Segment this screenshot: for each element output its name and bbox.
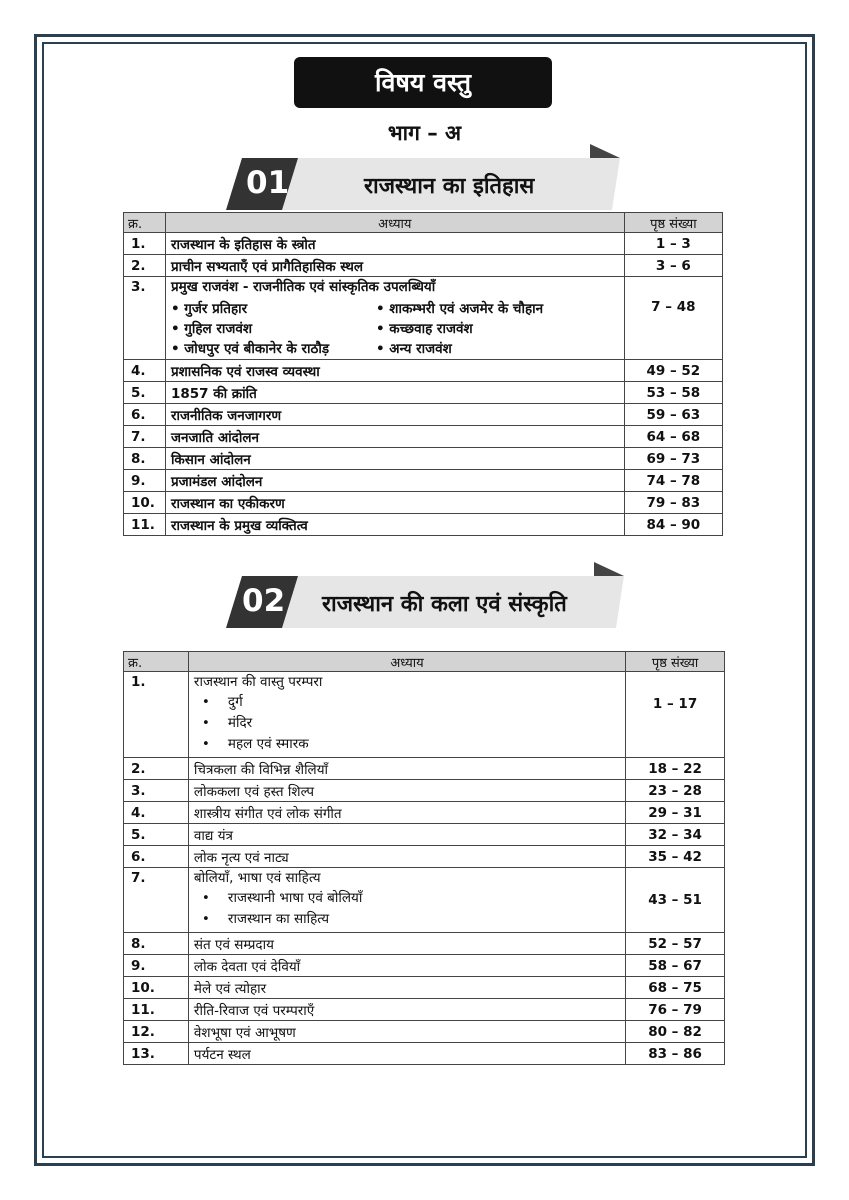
table-row (124, 404, 723, 426)
row-title: राजस्थान की वास्तु परम्परा (193, 674, 323, 690)
row-title: जनजाति आंदोलन (165, 426, 624, 448)
row-sno: 10. (124, 492, 166, 514)
table-row (124, 999, 725, 1021)
row-pages: 1 – 17 (626, 672, 725, 758)
table-row (124, 426, 723, 448)
row-title: बोलियाँ, भाषा एवं साहित्य (193, 870, 321, 886)
table-row (124, 277, 723, 360)
table-row (124, 846, 725, 868)
table-row (124, 1043, 725, 1065)
row-title: प्रशासनिक एवं राजस्व व्यवस्था (165, 360, 624, 382)
row-title: राजस्थान के प्रमुख व्यक्तित्व (165, 514, 624, 536)
row-pages: 35 – 42 (626, 846, 725, 868)
row-pages: 69 – 73 (624, 448, 722, 470)
row-pages: 3 – 6 (624, 255, 722, 277)
row-pages: 18 – 22 (626, 758, 725, 780)
row-pages: 83 – 86 (626, 1043, 725, 1065)
sub-item: • राजस्थानी भाषा एवं बोलियाँ (194, 888, 620, 909)
sub-item: • दुर्ग (194, 692, 620, 713)
sub-list (194, 888, 620, 932)
row-sno: 11. (124, 999, 189, 1021)
row-sno: 2. (124, 758, 189, 780)
row-title-cell (188, 672, 625, 758)
section-1-title: राजस्थान का इतिहास (364, 174, 535, 199)
page-title: विषय वस्तु (294, 57, 552, 108)
table-row (124, 955, 725, 977)
row-sno: 1. (124, 233, 166, 255)
row-sno: 13. (124, 1043, 189, 1065)
sub-item: • राजस्थान का साहित्य (194, 909, 620, 930)
row-sno: 3. (124, 780, 189, 802)
row-title: वेशभूषा एवं आभूषण (188, 1021, 625, 1043)
table-row (124, 470, 723, 492)
row-title: मेले एवं त्योहार (188, 977, 625, 999)
row-pages: 52 – 57 (626, 933, 725, 955)
row-pages: 68 – 75 (626, 977, 725, 999)
row-sno: 5. (124, 824, 189, 846)
table-row (124, 977, 725, 999)
col-header-page: पृष्ठ संख्या (626, 652, 725, 672)
row-pages: 7 – 48 (624, 277, 722, 360)
row-pages: 74 – 78 (624, 470, 722, 492)
table-row (124, 448, 723, 470)
table-row (124, 933, 725, 955)
section-2-title: राजस्थान की कला एवं संस्कृति (322, 592, 567, 617)
section-2-number: 02 (242, 583, 286, 619)
section-1-banner (222, 144, 622, 212)
row-title: राजस्थान का एकीकरण (165, 492, 624, 514)
row-pages: 29 – 31 (626, 802, 725, 824)
row-title: संत एवं सम्प्रदाय (188, 933, 625, 955)
row-pages: 76 – 79 (626, 999, 725, 1021)
row-title: वाद्य यंत्र (188, 824, 625, 846)
col-header-page: पृष्ठ संख्या (624, 213, 722, 233)
table-row (124, 492, 723, 514)
table-row (124, 382, 723, 404)
row-title: 1857 की क्रांति (165, 382, 624, 404)
table-row (124, 1021, 725, 1043)
row-pages: 32 – 34 (626, 824, 725, 846)
sub-item: • मंदिर (194, 713, 620, 734)
row-sno: 9. (124, 955, 189, 977)
table-row (124, 780, 725, 802)
row-title: राजस्थान के इतिहास के स्त्रोत (165, 233, 624, 255)
table-row (124, 255, 723, 277)
row-title: पर्यटन स्थल (188, 1043, 625, 1065)
table-row (124, 672, 725, 758)
row-pages: 64 – 68 (624, 426, 722, 448)
row-pages: 59 – 63 (624, 404, 722, 426)
table-header-row (124, 652, 725, 672)
row-title: राजनीतिक जनजागरण (165, 404, 624, 426)
row-title: लोककला एवं हस्त शिल्प (188, 780, 625, 802)
row-sno: 6. (124, 846, 189, 868)
row-pages: 79 – 83 (624, 492, 722, 514)
section-2-banner (222, 562, 626, 630)
sub-item: • जोधपुर एवं बीकानेर के राठौड़ (170, 341, 330, 357)
col-header-sno: क्र. (124, 652, 189, 672)
table-header-row (124, 213, 723, 233)
table-row (124, 802, 725, 824)
table-row (124, 233, 723, 255)
sub-list (194, 692, 620, 757)
part-heading: भाग – अ (387, 121, 462, 145)
row-pages: 1 – 3 (624, 233, 722, 255)
row-title: चित्रकला की विभिन्न शैलियाँ (188, 758, 625, 780)
row-sno: 9. (124, 470, 166, 492)
row-title: प्रमुख राजवंश - राजनीतिक एवं सांस्कृतिक उपलब्धियाँ (170, 279, 436, 295)
row-sno: 8. (124, 933, 189, 955)
row-pages: 23 – 28 (626, 780, 725, 802)
sub-item: • कच्छवाह राजवंश (375, 321, 473, 337)
sub-item: • गुर्जर प्रतिहार (170, 301, 248, 317)
section-1-number: 01 (246, 165, 290, 201)
row-title: रीति-रिवाज एवं परम्पराएँ (188, 999, 625, 1021)
col-header-chapter: अध्याय (188, 652, 625, 672)
table-row (124, 824, 725, 846)
row-sno: 2. (124, 255, 166, 277)
row-sno: 3. (124, 277, 166, 360)
row-sno: 8. (124, 448, 166, 470)
row-sno: 12. (124, 1021, 189, 1043)
row-title: प्रजामंडल आंदोलन (165, 470, 624, 492)
row-title-cell (165, 277, 624, 360)
row-sno: 11. (124, 514, 166, 536)
row-pages: 53 – 58 (624, 382, 722, 404)
sub-list (171, 298, 619, 359)
row-sno: 7. (124, 868, 189, 933)
sub-item: • अन्य राजवंश (375, 341, 452, 357)
row-pages: 49 – 52 (624, 360, 722, 382)
row-sno: 10. (124, 977, 189, 999)
row-sno: 5. (124, 382, 166, 404)
col-header-sno: क्र. (124, 213, 166, 233)
row-title: लोक नृत्य एवं नाट्य (188, 846, 625, 868)
sub-item: • शाकम्भरी एवं अजमेर के चौहान (375, 301, 544, 317)
row-pages: 84 – 90 (624, 514, 722, 536)
table-row (124, 514, 723, 536)
row-sno: 7. (124, 426, 166, 448)
row-title: लोक देवता एवं देवियाँ (188, 955, 625, 977)
sub-item: • महल एवं स्मारक (194, 734, 620, 755)
section-1-table (123, 212, 723, 536)
row-sno: 4. (124, 802, 189, 824)
row-title-cell (188, 868, 625, 933)
section-2-table (123, 651, 725, 1065)
table-row (124, 758, 725, 780)
row-pages: 58 – 67 (626, 955, 725, 977)
row-sno: 6. (124, 404, 166, 426)
row-title: शास्त्रीय संगीत एवं लोक संगीत (188, 802, 625, 824)
row-title: प्राचीन सभ्यताएँ एवं प्रागैतिहासिक स्थल (165, 255, 624, 277)
table-row (124, 868, 725, 933)
sub-item: • गुहिल राजवंश (170, 321, 253, 337)
row-pages: 43 – 51 (626, 868, 725, 933)
row-pages: 80 – 82 (626, 1021, 725, 1043)
row-sno: 1. (124, 672, 189, 758)
table-row (124, 360, 723, 382)
row-title: किसान आंदोलन (165, 448, 624, 470)
col-header-chapter: अध्याय (165, 213, 624, 233)
row-sno: 4. (124, 360, 166, 382)
